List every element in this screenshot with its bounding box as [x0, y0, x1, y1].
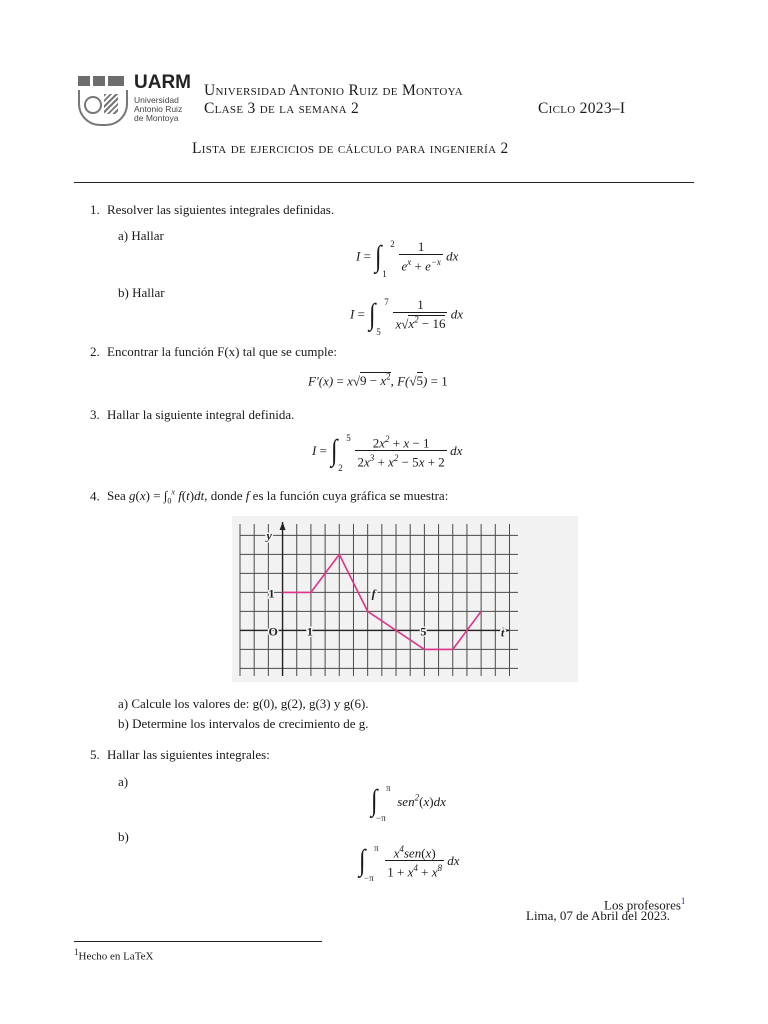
equation-5b: ∫ π −π $\frac{x^4sen(x)}{1 + x^4 + x^8}$ dx	[358, 842, 460, 883]
logo-sub-3: de Montoya	[134, 113, 179, 123]
university-name: Universidad Antonio Ruiz de Montoya	[204, 82, 463, 99]
equation-3: I = ∫ 5 2 $\frac{2x^2 + x - 1}{2x^3 + x^2 - 5x + 2}$ dx	[312, 432, 463, 473]
logo-sub-2: Antonio Ruiz	[134, 104, 183, 114]
signature: Los profesores$^1$	[604, 896, 686, 913]
class-line: Clase 3 de la semana 2	[204, 100, 360, 117]
footnote: $^1$Hecho en LaTeX	[74, 947, 154, 963]
equation-1b: I = ∫ 7 5 $\frac{1}{x√x^2 - 16}$ dx	[350, 296, 464, 337]
y-tick-1: 1	[268, 586, 275, 601]
page-title: Lista de ejercicios de cálculo para ingeniería 2	[192, 140, 509, 157]
equation-1a: I = ∫ 2 1 $\frac{1}{e^x + e^{-x}}$ dx	[356, 238, 459, 279]
problem-1	[90, 202, 334, 218]
problem-1a-label: a) Hallar	[118, 228, 164, 243]
x-tick-1: 1	[306, 624, 313, 639]
x-tick-5: 5	[420, 624, 427, 639]
problem-3-num: 3.	[90, 407, 100, 422]
problem-2-text: Encontrar la función F(x) tal que se cumple:	[107, 344, 337, 359]
logo-sub-1: Universidad	[134, 95, 179, 105]
logo-emblem-icon	[76, 74, 128, 128]
university-logo	[76, 72, 194, 132]
problem-5a-label: a)	[118, 774, 129, 789]
problem-3-text: Hallar la siguiente integral definida.	[107, 407, 295, 422]
date: Lima, 07 de Abril del 2023.	[526, 908, 671, 923]
problem-2-num: 2.	[90, 344, 100, 359]
problem-1-text: Resolver las siguientes integrales definidas.	[107, 202, 335, 217]
function-graph	[232, 516, 578, 682]
problem-4-num: 4.	[90, 488, 100, 504]
problem-5-num: 5.	[90, 747, 100, 762]
problem-4b: b) Determine los intervalos de crecimiento de g.	[118, 716, 369, 731]
cycle: Ciclo 2023–I	[538, 100, 626, 117]
title-rule	[74, 182, 694, 183]
problem-3	[90, 407, 294, 423]
problem-5b-label: b)	[118, 829, 129, 844]
problem-2	[90, 344, 337, 360]
equation-5a: ∫ π −π sen$^2$(x)dx	[370, 783, 446, 823]
problem-1b-label: b) Hallar	[118, 285, 165, 300]
footnote-rule	[74, 941, 322, 942]
logo-text: UARM	[134, 72, 191, 93]
origin-label: O	[268, 624, 278, 639]
x-axis-label: t	[500, 625, 505, 640]
problem-4: 4. Sea $g(x) = \int_0^x$ f(t)dt, donde f es la función cuya gráfica se muestra:	[90, 488, 449, 506]
footnote-mark: 1	[680, 896, 686, 906]
problem-5-text: Hallar las siguientes integrales:	[107, 747, 270, 762]
problem-5	[90, 747, 270, 763]
series-label-f: f	[371, 586, 376, 601]
equation-2: $F'(x) = x√9 - x^2$, F(√5) = 1	[308, 372, 448, 389]
problem-1-num: 1.	[90, 202, 100, 217]
problem-4a: a) Calcule los valores de: g(0), g(2), g(3) y g(6).	[118, 696, 369, 711]
y-axis-label: y	[266, 528, 272, 543]
